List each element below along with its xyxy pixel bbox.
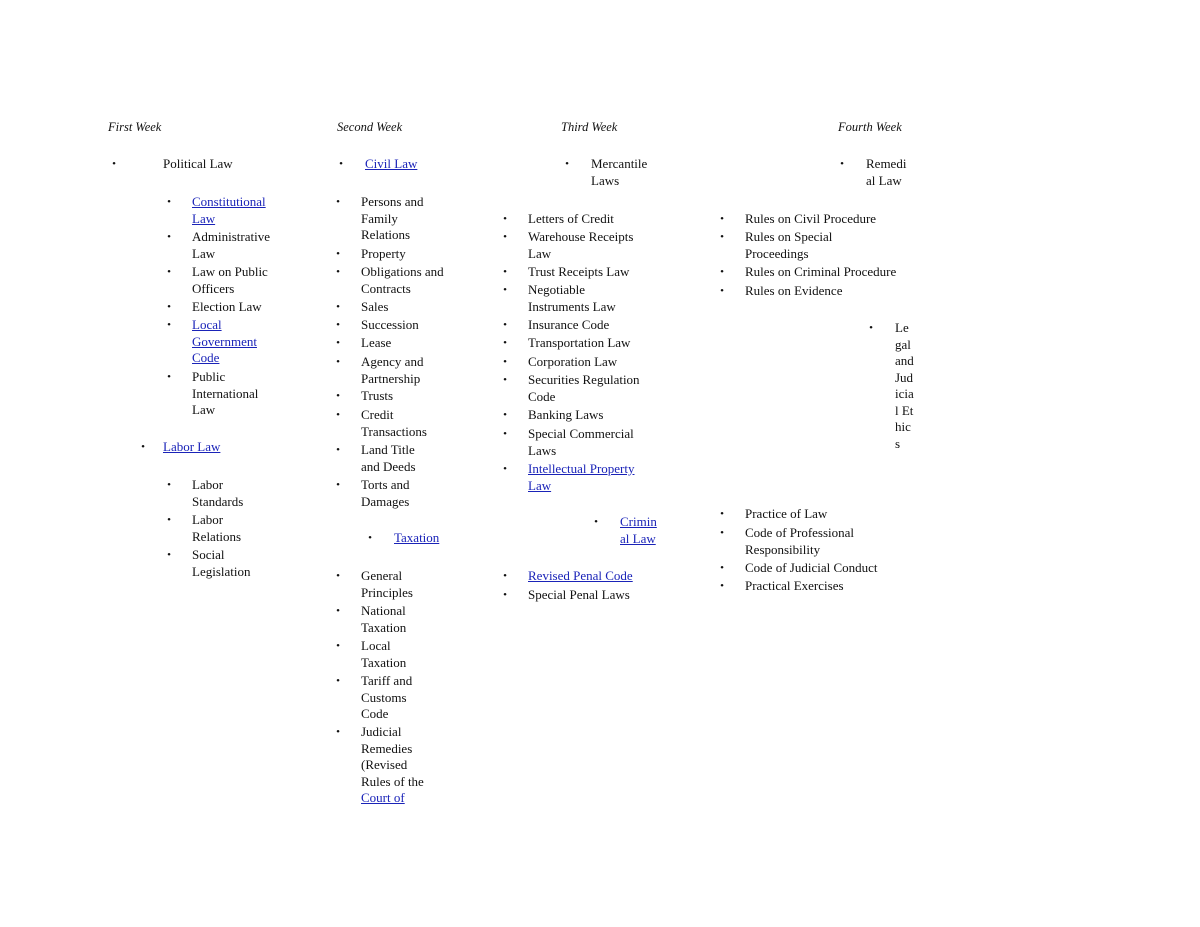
topic-labor-standards: Labor Standards xyxy=(192,477,244,509)
bullet-icon: • xyxy=(167,514,171,526)
bullet-icon: • xyxy=(720,562,724,574)
bullet-icon: • xyxy=(167,266,171,278)
topic-local-taxation: Local Taxation xyxy=(361,638,407,670)
topic-warehouse-receipts: Warehouse Receipts Law xyxy=(528,229,634,261)
bullet-icon: • xyxy=(336,319,340,331)
bullet-icon: • xyxy=(720,285,724,297)
subject-taxation-link[interactable]: Taxation xyxy=(394,530,440,545)
topic-tariff-customs: Tariff and Customs Code xyxy=(361,673,413,721)
week-heading-1: First Week xyxy=(108,120,162,134)
topic-agency-partnership: Agency and Partnership xyxy=(361,354,424,386)
bullet-icon: • xyxy=(141,441,145,453)
bullet-icon: • xyxy=(720,508,724,520)
bullet-icon: • xyxy=(503,570,507,582)
topic-special-penal-laws: Special Penal Laws xyxy=(528,587,630,602)
topic-revised-penal-code-link[interactable]: Revised Penal Code xyxy=(528,568,633,583)
subject-mercantile-laws: Mercantile Laws xyxy=(591,156,648,188)
topic-special-proceedings: Rules on Special Proceedings xyxy=(745,229,833,261)
bullet-icon: • xyxy=(336,479,340,491)
topic-intellectual-property-link[interactable]: Intellectual Property Law xyxy=(528,461,635,493)
bullet-icon: • xyxy=(336,266,340,278)
bullet-icon: • xyxy=(503,589,507,601)
topic-civil-procedure: Rules on Civil Procedure xyxy=(745,211,877,226)
bullet-icon: • xyxy=(503,337,507,349)
bullet-icon: • xyxy=(336,356,340,368)
bullet-icon: • xyxy=(336,390,340,402)
bullet-icon: • xyxy=(167,231,171,243)
topic-trust-receipts: Trust Receipts Law xyxy=(528,264,630,279)
bullet-icon: • xyxy=(336,640,340,652)
bullet-icon: • xyxy=(167,479,171,491)
bullet-icon: • xyxy=(167,196,171,208)
topic-election-law: Election Law xyxy=(192,299,262,314)
bullet-icon: • xyxy=(336,337,340,349)
bullet-icon: • xyxy=(167,319,171,331)
bullet-icon: • xyxy=(167,371,171,383)
subject-remedial-law: Remedial Law xyxy=(866,156,907,188)
bullet-icon: • xyxy=(503,409,507,421)
topic-local-government-code-link[interactable]: Local Government Code xyxy=(192,317,257,365)
bullet-icon: • xyxy=(339,158,343,170)
topic-land-title-deeds: Land Title and Deeds xyxy=(361,442,416,474)
bullet-icon: • xyxy=(336,675,340,687)
topic-persons-family: Persons and Family Relations xyxy=(361,194,424,242)
bullet-icon: • xyxy=(336,301,340,313)
bullet-icon: • xyxy=(720,231,724,243)
topic-sales: Sales xyxy=(361,299,389,314)
bullet-icon: • xyxy=(503,213,507,225)
bullet-icon: • xyxy=(336,444,340,456)
topic-letters-of-credit: Letters of Credit xyxy=(528,211,614,226)
bullet-icon: • xyxy=(565,158,569,170)
topic-trusts: Trusts xyxy=(361,388,394,403)
subject-civil-law-link[interactable]: Civil Law xyxy=(365,156,418,171)
week-heading-2: Second Week xyxy=(337,120,403,134)
topic-negotiable-instruments: Negotiable Instruments Law xyxy=(528,282,616,314)
bullet-icon: • xyxy=(167,549,171,561)
topic-administrative-law: Administrative Law xyxy=(192,229,270,261)
bullet-icon: • xyxy=(720,580,724,592)
subject-labor-law-link[interactable]: Labor Law xyxy=(163,439,221,454)
topic-securities-regulation: Securities Regulation Code xyxy=(528,372,640,404)
week-heading-4: Fourth Week xyxy=(838,120,902,134)
subject-criminal-law-link[interactable]: Criminal Law xyxy=(620,514,657,546)
topic-obligations-contracts: Obligations and Contracts xyxy=(361,264,444,296)
topic-evidence: Rules on Evidence xyxy=(745,283,843,298)
topic-code-judicial-conduct: Code of Judicial Conduct xyxy=(745,560,878,575)
week-heading-3: Third Week xyxy=(561,120,618,134)
bullet-icon: • xyxy=(336,726,340,738)
bullet-icon: • xyxy=(368,532,372,544)
topic-practice-of-law: Practice of Law xyxy=(745,506,828,521)
topic-succession: Succession xyxy=(361,317,419,332)
topic-insurance-code: Insurance Code xyxy=(528,317,610,332)
bullet-icon: • xyxy=(336,570,340,582)
topic-practical-exercises: Practical Exercises xyxy=(745,578,844,593)
topic-constitutional-law-link[interactable]: Constitutional Law xyxy=(192,194,266,226)
topic-public-international-law: Public International Law xyxy=(192,369,259,417)
bullet-icon: • xyxy=(720,527,724,539)
bullet-icon: • xyxy=(869,322,873,334)
bullet-icon: • xyxy=(503,428,507,440)
topic-code-professional-responsibility: Code of Professional Responsibility xyxy=(745,525,855,557)
bullet-icon: • xyxy=(503,356,507,368)
judicial-remedies-text: Judicial Remedies (Revised Rules of the xyxy=(361,724,424,789)
topic-labor-relations: Labor Relations xyxy=(192,512,242,544)
bullet-icon: • xyxy=(503,231,507,243)
bullet-icon: • xyxy=(503,374,507,386)
topic-corporation-law: Corporation Law xyxy=(528,354,618,369)
bullet-icon: • xyxy=(503,266,507,278)
bullet-icon: • xyxy=(336,196,340,208)
bullet-icon: • xyxy=(336,409,340,421)
topic-torts-damages: Torts and Damages xyxy=(361,477,410,509)
subject-political-law: Political Law xyxy=(163,156,233,171)
topic-credit-transactions: Credit Transactions xyxy=(361,407,427,439)
topic-property: Property xyxy=(361,246,406,261)
topic-general-principles: General Principles xyxy=(361,568,413,600)
bullet-icon: • xyxy=(336,605,340,617)
topic-special-commercial: Special Commercial Laws xyxy=(528,426,634,458)
topic-transportation-law: Transportation Law xyxy=(528,335,631,350)
bullet-icon: • xyxy=(503,284,507,296)
topic-banking-laws: Banking Laws xyxy=(528,407,604,422)
bullet-icon: • xyxy=(840,158,844,170)
topic-national-taxation: National Taxation xyxy=(361,603,407,635)
subject-legal-judicial-ethics: Legal and Judicial Ethics xyxy=(895,320,914,451)
topic-judicial-remedies xyxy=(361,724,431,807)
topic-public-officers: Law on Public Officers xyxy=(192,264,268,296)
bullet-icon: • xyxy=(720,213,724,225)
bullet-icon: • xyxy=(503,319,507,331)
bullet-icon: • xyxy=(594,516,598,528)
topic-criminal-procedure: Rules on Criminal Procedure xyxy=(745,264,897,279)
bullet-icon: • xyxy=(167,301,171,313)
bullet-icon: • xyxy=(336,248,340,260)
topic-social-legislation: Social Legislation xyxy=(192,547,251,579)
topic-lease: Lease xyxy=(361,335,392,350)
bullet-icon: • xyxy=(112,158,116,170)
bullet-icon: • xyxy=(503,463,507,475)
bullet-icon: • xyxy=(720,266,724,278)
court-of-link[interactable]: Court of xyxy=(361,790,405,805)
